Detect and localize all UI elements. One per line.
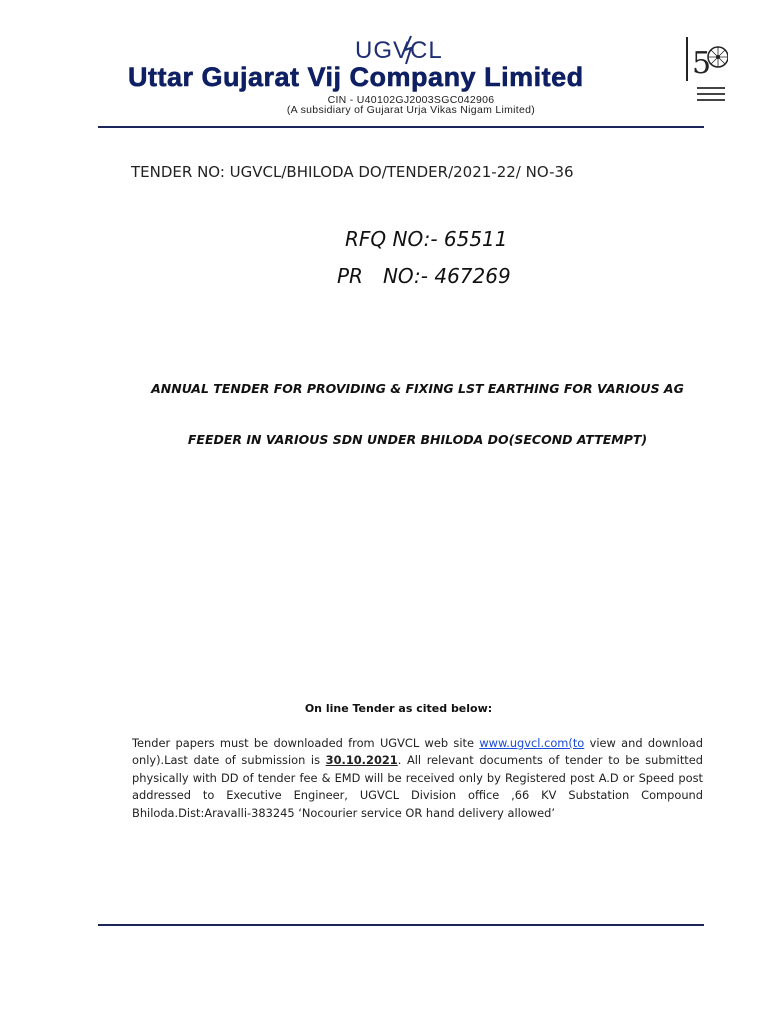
tender-number: TENDER NO: UGVCL/BHILODA DO/TENDER/2021-22/ NO-36: [131, 163, 574, 181]
tender-instructions-paragraph: [132, 735, 703, 822]
ugvcl-website-link[interactable]: www.ugvcl.com(to: [479, 736, 585, 750]
tender-title-line-2: FEEDER IN VARIOUS SDN UNDER BHILODA DO(SECOND ATTEMPT): [187, 432, 648, 447]
pr-label: PR: [337, 264, 363, 288]
cin-number: CIN - U40102GJ2003SGC042906: [327, 94, 495, 106]
rfq-number: RFQ NO:- 65511: [345, 227, 508, 251]
subsidiary-note: (A subsidiary of Gujarat Urja Vikas Nigam Limited): [286, 104, 536, 116]
submission-date: 30.10.2021: [325, 753, 398, 768]
paragraph-part-3: . All relevant documents of tender to be submitted physically with DD of tender fee & EMD will be received only by Registered post A.D or Speed post addressed to Executive Engineer, UGVCL Division office ,66 KV Substation Compound Bhiloda.Dist:Aravalli-383245 ‘Nocourier service OR hand delivery allowed’: [132, 753, 703, 820]
footer-divider: [98, 924, 704, 926]
pr-number: [337, 264, 511, 288]
logo-text: UGVCL: [355, 37, 443, 64]
gandhi-150-emblem-icon: [684, 33, 728, 108]
header-divider: [98, 126, 704, 128]
svg-text:5: 5: [692, 46, 712, 81]
pr-value: NO:- 467269: [382, 264, 511, 288]
company-name: Uttar Gujarat Vij Company Limited: [128, 62, 584, 92]
tender-title-line-1: ANNUAL TENDER FOR PROVIDING & FIXING LST EARTHING FOR VARIOUS AG: [151, 381, 684, 396]
paragraph-part-1: Tender papers must be downloaded from UGVCL web site: [132, 736, 480, 750]
ugvcl-logo: [355, 34, 460, 64]
paragraph-part-2: view and download only).Last date of submission is: [132, 736, 703, 768]
online-tender-heading: On line Tender as cited below:: [304, 702, 493, 715]
